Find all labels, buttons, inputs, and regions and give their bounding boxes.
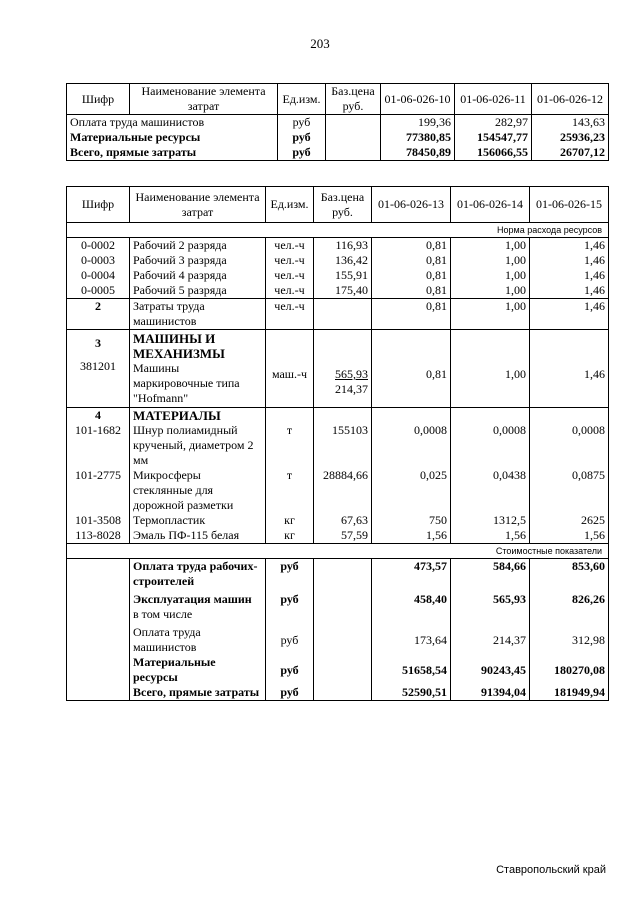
row-name: Микросферы стеклянные для дорожной разметки (130, 468, 266, 513)
row-unit: руб (278, 130, 326, 145)
header-col-11: 01-06-026-11 (455, 84, 532, 115)
row-value: 1,46 (530, 283, 609, 299)
row-name: Затраты труда машинистов (130, 299, 266, 330)
row-value: 90243,45 (451, 655, 530, 685)
table-row (67, 622, 609, 655)
row-price: 565,93 (335, 367, 368, 381)
row-name: Рабочий 4 разряда (130, 268, 266, 283)
row-value: 2625 (530, 513, 609, 528)
row-code: 381201 (80, 359, 116, 373)
row-code: 0-0003 (67, 253, 130, 268)
row-name: Всего, прямые затраты (130, 685, 266, 701)
row-value: 180270,08 (530, 655, 609, 685)
row-unit: маш.-ч (266, 330, 314, 408)
cost-section-label: Стоимостные показатели (67, 544, 609, 559)
row-value: 1,00 (451, 283, 530, 299)
row-value: 0,0008 (372, 408, 451, 469)
row-name: Всего, прямые затраты (67, 145, 278, 161)
row-value: 312,98 (530, 622, 609, 655)
row-value: 1,46 (530, 253, 609, 268)
row-value: 154547,77 (455, 130, 532, 145)
row-price: 57,59 (314, 528, 372, 544)
row-code: 113-8028 (67, 528, 130, 544)
header-col-13: 01-06-026-13 (372, 187, 451, 223)
row-value: 282,97 (455, 115, 532, 131)
table-row (67, 145, 609, 161)
row-value: 0,81 (372, 330, 451, 408)
table-row (67, 408, 609, 469)
row-value: 143,63 (532, 115, 609, 131)
header-col-12: 01-06-026-12 (532, 84, 609, 115)
row-value: 199,36 (381, 115, 455, 131)
row-unit: руб (266, 685, 314, 701)
row-value: 0,0008 (451, 408, 530, 469)
row-unit: т (266, 468, 314, 513)
row-name: Эксплуатация машин (133, 592, 252, 606)
section-title: МАТЕРИАЛЫ (133, 408, 221, 423)
table-row (67, 513, 609, 528)
row-value: 473,57 (372, 559, 451, 590)
section-code: 4 (95, 408, 101, 422)
section-code: 3 (95, 336, 101, 350)
row-price: 155,91 (314, 268, 372, 283)
row-value: 214,37 (451, 622, 530, 655)
table-row (67, 238, 609, 254)
row-value: 26707,12 (532, 145, 609, 161)
table-row (67, 330, 609, 408)
row-name: Оплата труда машинистов (130, 622, 266, 655)
header-price: Баз.цена руб. (314, 187, 372, 223)
row-code: 2 (67, 299, 130, 330)
row-price: 116,93 (314, 238, 372, 254)
row-value: 0,81 (372, 253, 451, 268)
row-name: Оплата труда машинистов (67, 115, 278, 131)
row-value: 1,46 (530, 330, 609, 408)
row-name: Шнур полиамидный крученый, диаметром 2 мм (133, 423, 254, 467)
row-value: 1,00 (451, 330, 530, 408)
row-value: 52590,51 (372, 685, 451, 701)
row-unit: чел.-ч (266, 268, 314, 283)
row-price: 67,63 (314, 513, 372, 528)
row-price: 155103 (314, 408, 372, 469)
row-value: 1,00 (451, 299, 530, 330)
row-unit: руб (278, 115, 326, 131)
header-price: Баз.цена руб. (326, 84, 381, 115)
row-value: 1,56 (451, 528, 530, 544)
row-name: Термопластик (130, 513, 266, 528)
row-value: 584,66 (451, 559, 530, 590)
row-code: 0-0002 (67, 238, 130, 254)
row-value: 826,26 (530, 589, 609, 622)
row-value: 77380,85 (381, 130, 455, 145)
table-row (67, 268, 609, 283)
row-name: Машины маркировочные типа "Hofmann" (133, 361, 240, 405)
table-row (67, 559, 609, 590)
page-number: 203 (310, 36, 330, 51)
row-value: 0,81 (372, 283, 451, 299)
row-value: 1,46 (530, 238, 609, 254)
row-code: 101-3508 (67, 513, 130, 528)
row-value: 853,60 (530, 559, 609, 590)
row-name: Рабочий 5 разряда (130, 283, 266, 299)
table-row (67, 685, 609, 701)
row-code: 0-0004 (67, 268, 130, 283)
row-value: 1312,5 (451, 513, 530, 528)
row-value: 78450,89 (381, 145, 455, 161)
row-price: 28884,66 (314, 468, 372, 513)
row-code: 101-1682 (75, 423, 121, 437)
row-value: 1,00 (451, 268, 530, 283)
row-value: 51658,54 (372, 655, 451, 685)
row-unit: кг (266, 513, 314, 528)
row-value: 0,025 (372, 468, 451, 513)
row-unit: чел.-ч (266, 299, 314, 330)
row-value: 1,46 (530, 299, 609, 330)
row-name: Рабочий 3 разряда (130, 253, 266, 268)
row-value: 0,0875 (530, 468, 609, 513)
table-summary-10-12 (66, 83, 609, 161)
row-code: 0-0005 (67, 283, 130, 299)
table-row (67, 655, 609, 685)
table-resources-13-15 (66, 186, 609, 701)
row-value: 565,93 (451, 589, 530, 622)
header-name: Наименование элемента затрат (130, 84, 278, 115)
header-unit: Ед.изм. (266, 187, 314, 223)
header-unit: Ед.изм. (278, 84, 326, 115)
row-value: 173,64 (372, 622, 451, 655)
row-unit: руб (266, 589, 314, 622)
row-name: Оплата труда рабочих-строителей (130, 559, 266, 590)
header-name: Наименование элемента затрат (130, 187, 266, 223)
row-value: 0,81 (372, 299, 451, 330)
table-row (67, 115, 609, 131)
row-subtitle: в том числе (133, 607, 193, 621)
row-name: Материальные ресурсы (67, 130, 278, 145)
table-row (67, 130, 609, 145)
row-price: 175,40 (314, 283, 372, 299)
row-unit: руб (266, 559, 314, 590)
row-unit: руб (278, 145, 326, 161)
row-unit: кг (266, 528, 314, 544)
row-value: 1,00 (451, 253, 530, 268)
row-value: 1,56 (530, 528, 609, 544)
row-code: 101-2775 (67, 468, 130, 513)
norm-section-label: Норма расхода ресурсов (67, 223, 609, 238)
header-col-15: 01-06-026-15 (530, 187, 609, 223)
row-name: Рабочий 2 разряда (130, 238, 266, 254)
table-row (67, 468, 609, 513)
header-col-10: 01-06-026-10 (381, 84, 455, 115)
header-code: Шифр (67, 84, 130, 115)
table-row (67, 528, 609, 544)
row-price-secondary: 214,37 (335, 382, 368, 396)
table-row (67, 299, 609, 330)
row-name: Эмаль ПФ-115 белая (130, 528, 266, 544)
row-unit: руб (266, 655, 314, 685)
row-value: 1,00 (451, 238, 530, 254)
row-value: 91394,04 (451, 685, 530, 701)
row-value: 156066,55 (455, 145, 532, 161)
row-unit: чел.-ч (266, 253, 314, 268)
row-unit: руб (266, 622, 314, 655)
row-value: 0,81 (372, 238, 451, 254)
row-value: 0,0008 (530, 408, 609, 469)
row-price: 136,42 (314, 253, 372, 268)
row-value: 750 (372, 513, 451, 528)
row-value: 1,56 (372, 528, 451, 544)
footer-region: Ставропольский край (496, 864, 606, 876)
row-unit: чел.-ч (266, 283, 314, 299)
row-value: 1,46 (530, 268, 609, 283)
row-value: 0,81 (372, 268, 451, 283)
row-value: 181949,94 (530, 685, 609, 701)
section-title: МАШИНЫ И МЕХАНИЗМЫ (133, 331, 225, 361)
table-row (67, 589, 609, 622)
table-row (67, 253, 609, 268)
row-value: 25936,23 (532, 130, 609, 145)
row-unit: чел.-ч (266, 238, 314, 254)
table-row (67, 283, 609, 299)
row-value: 0,0438 (451, 468, 530, 513)
row-value: 458,40 (372, 589, 451, 622)
row-name: Материальные ресурсы (130, 655, 266, 685)
header-code: Шифр (67, 187, 130, 223)
row-unit: т (266, 408, 314, 469)
header-col-14: 01-06-026-14 (451, 187, 530, 223)
